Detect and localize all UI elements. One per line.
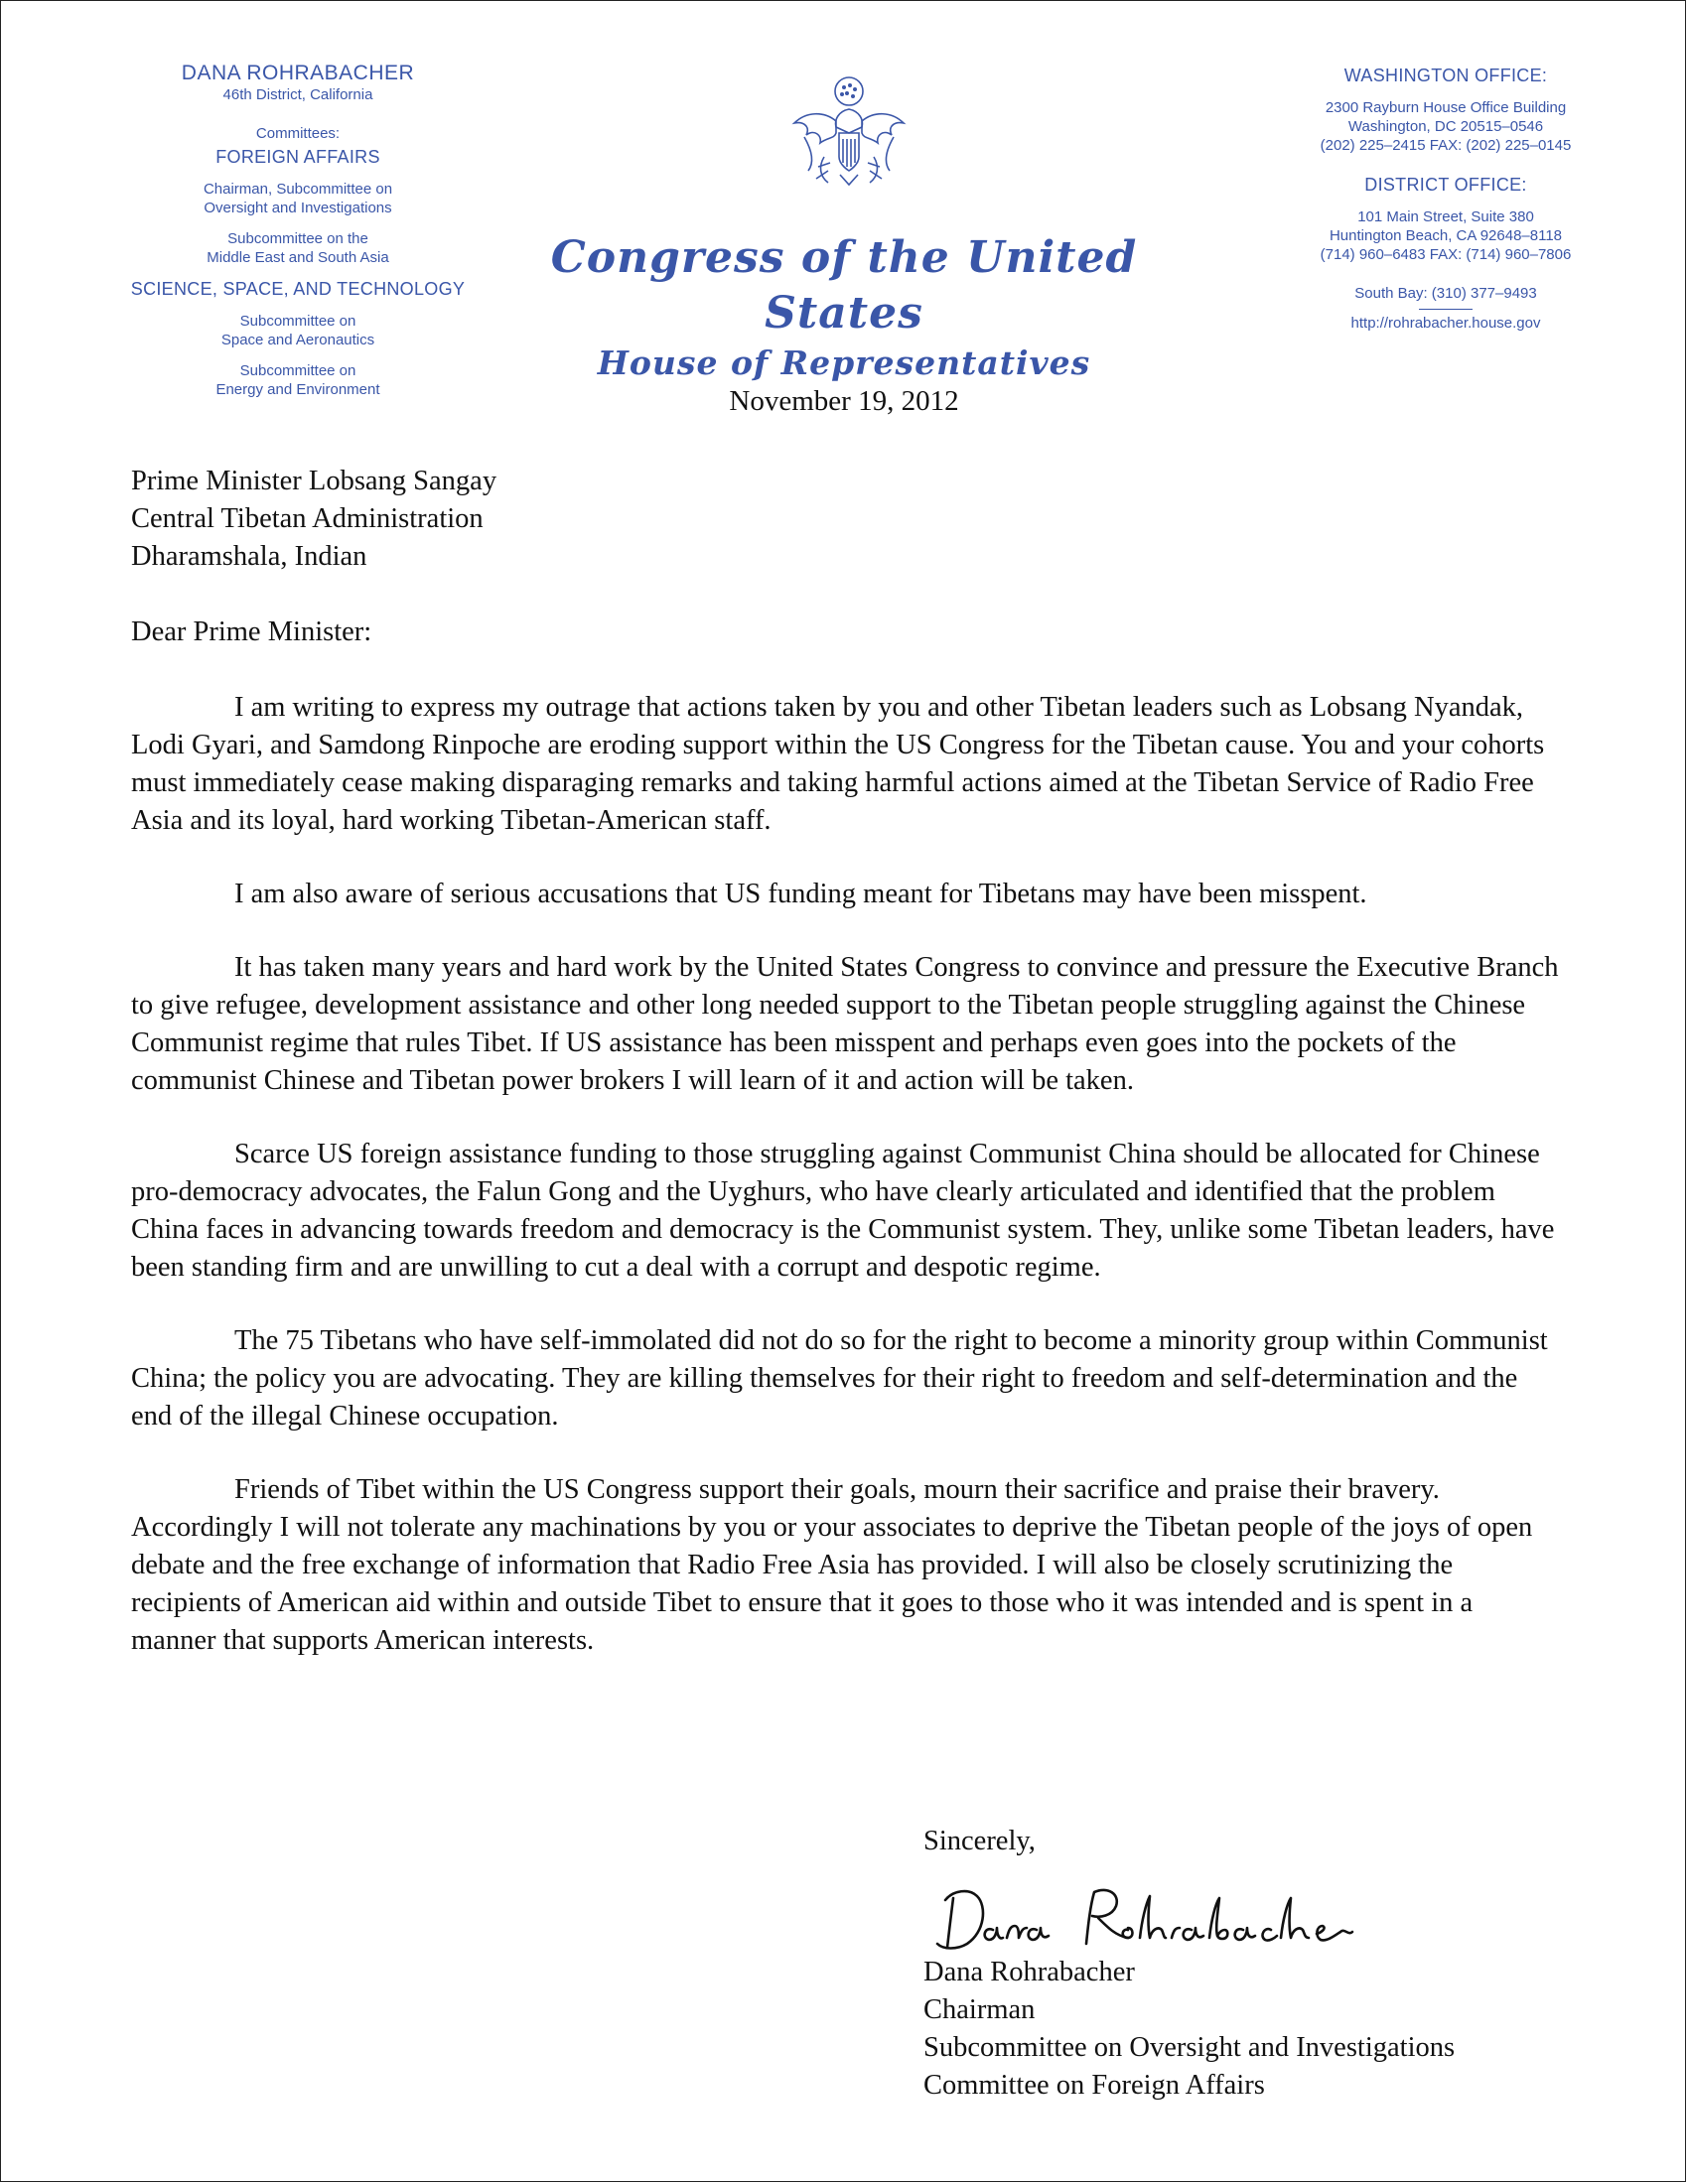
subcommittee-line: Subcommittee on bbox=[239, 362, 356, 379]
subcommittee-line: Chairman, Subcommittee on bbox=[203, 181, 393, 198]
letter-body bbox=[131, 689, 1561, 1696]
masthead bbox=[477, 230, 1211, 385]
phone-line: (202) 225–2415 FAX: (202) 225–0145 bbox=[1320, 137, 1572, 154]
body-paragraph: I am also aware of serious accusations that US funding meant for Tibetans may have been misspent. bbox=[234, 879, 1367, 909]
address-line: Huntington Beach, CA 92648–8118 bbox=[1329, 227, 1563, 244]
body-paragraph: Scarce US foreign assistance funding to those struggling against Communist China should be allocated for Chinese pro-democracy advocates, the Falun Gong and the Uyghurs, who have clearly articulated and identified that the problem China faces in advancing towards freedom and democracy is the Communist system. They, unlike some Tibetan leaders, have been standing firm and are unwilling to cut a deal with a corrupt and despotic regime. bbox=[131, 1139, 1555, 1283]
subcommittee-line: Middle East and South Asia bbox=[207, 249, 389, 266]
signer-name: Dana Rohrabacher bbox=[923, 1957, 1135, 1987]
body-paragraph: Friends of Tibet within the US Congress support their goals, mourn their sacrifice and praise their bravery. Accordingly I will not tolerate any machinations by you or your associates to deprive the Tibetan people of the joys of open debate and the free exchange of information that Radio Free Asia has provided. I will also be closely scrutinizing the recipients of American aid within and outside Tibet to ensure that it goes to those who it was intended and is spent in a manner that supports American interests. bbox=[131, 1474, 1533, 1656]
district-office-label: DISTRICT OFFICE: bbox=[1364, 175, 1527, 195]
address-line: 2300 Rayburn House Office Building bbox=[1325, 99, 1567, 116]
website-link[interactable]: http://rohrabacher.house.gov bbox=[1350, 315, 1541, 332]
address-line: Washington, DC 20515–0546 bbox=[1347, 118, 1544, 135]
letter-date: November 19, 2012 bbox=[729, 385, 959, 417]
subcommittee-line: Oversight and Investigations bbox=[204, 200, 392, 216]
closing: Sincerely, bbox=[923, 1826, 1036, 1856]
subcommittee-line: Space and Aeronautics bbox=[220, 332, 375, 348]
recipient-line: Prime Minister Lobsang Sangay bbox=[131, 466, 497, 496]
recipient-line: Dharamshala, Indian bbox=[131, 541, 367, 572]
signature-block bbox=[923, 1954, 1455, 2105]
divider bbox=[1419, 309, 1473, 310]
signer-title: Chairman bbox=[923, 1994, 1036, 2025]
district: 46th District, California bbox=[222, 86, 373, 103]
salutation: Dear Prime Minister: bbox=[131, 616, 372, 647]
committee-science: SCIENCE, SPACE, AND TECHNOLOGY bbox=[130, 279, 466, 299]
masthead-house: House of Representatives bbox=[597, 343, 1091, 382]
south-bay-phone: South Bay: (310) 377–9493 bbox=[1354, 285, 1537, 302]
committees-label: Committees: bbox=[255, 125, 341, 142]
recipient-address bbox=[131, 463, 925, 576]
body-paragraph: The 75 Tibetans who have self-immolated did not do so for the right to become a minority group within Communist China; the policy you are advocating. They are killing themselves for their right to freedom and self-determination and the end of the illegal Chinese occupation. bbox=[131, 1325, 1548, 1432]
masthead-congress: Congress of the United States bbox=[550, 232, 1138, 339]
signer-title: Subcommittee on Oversight and Investigations bbox=[923, 2032, 1456, 2063]
subcommittee-line: Subcommittee on bbox=[239, 313, 356, 330]
signer-title: Committee on Foreign Affairs bbox=[923, 2070, 1265, 2101]
body-paragraph: I am writing to express my outrage that actions taken by you and other Tibetan leaders such as Lobsang Nyandak, Lodi Gyari, and Samdong Rinpoche are eroding support within the US Congress for the Tibetan cause. You and your cohorts must immediately cease making disparaging remarks and taking harmful actions aimed at the Tibetan Service of Radio Free Asia and its loyal, hard working Tibetan-American staff. bbox=[131, 692, 1545, 836]
member-name: DANA ROHRABACHER bbox=[181, 62, 415, 84]
recipient-line: Central Tibetan Administration bbox=[131, 503, 484, 534]
washington-office-label: WASHINGTON OFFICE: bbox=[1343, 66, 1548, 85]
subcommittee-line: Subcommittee on the bbox=[227, 230, 368, 247]
subcommittee-line: Energy and Environment bbox=[215, 381, 380, 398]
body-paragraph: It has taken many years and hard work by the United States Congress to convince and pressure the Executive Branch to give refugee, development assistance and other long needed support to the Tibetan people struggling against the Chinese Communist regime that rules Tibet. If US assistance has been misspent and perhaps even goes into the pockets of the communist Chinese and Tibetan power brokers I will learn of it and action will be taken. bbox=[131, 952, 1559, 1096]
letterhead-left bbox=[89, 62, 506, 399]
phone-line: (714) 960–6483 FAX: (714) 960–7806 bbox=[1320, 246, 1572, 263]
committee-foreign-affairs: FOREIGN AFFAIRS bbox=[215, 147, 380, 167]
great-seal-eagle-icon bbox=[784, 71, 914, 201]
address-line: 101 Main Street, Suite 380 bbox=[1357, 208, 1534, 225]
letterhead-right bbox=[1287, 66, 1605, 333]
